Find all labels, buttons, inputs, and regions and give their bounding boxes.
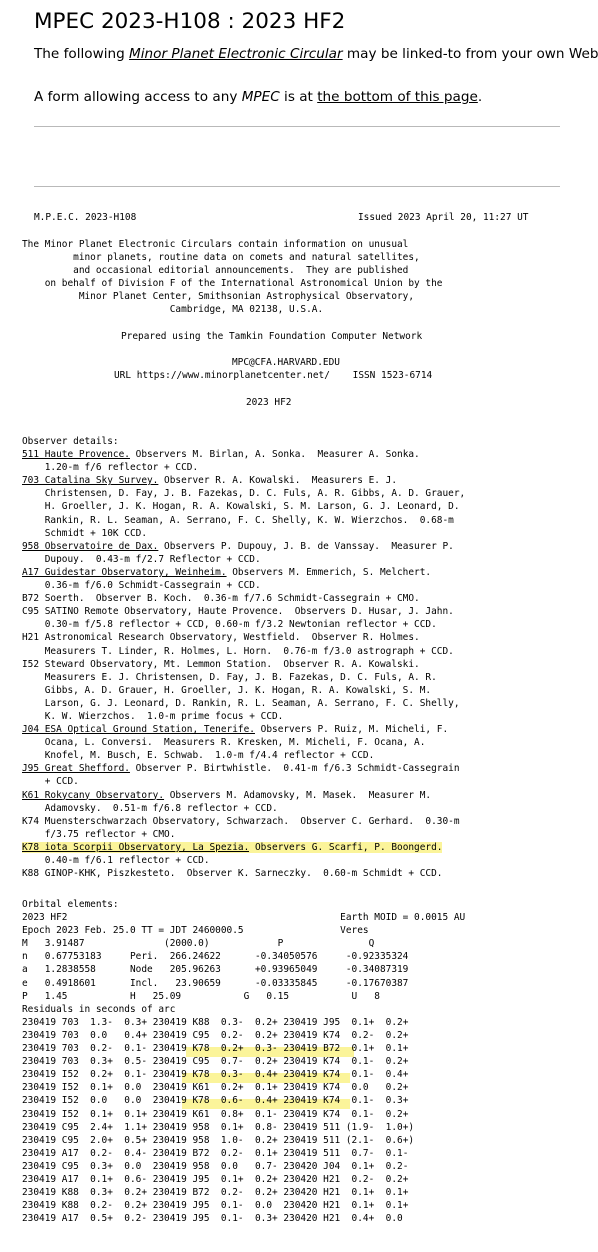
observatory-link-j95[interactable]: J95 Great Shefford. bbox=[22, 763, 130, 775]
observer-heading: Observer details: bbox=[22, 436, 119, 447]
residual-cell: 230420 H21 0.1+ 0.1+ bbox=[283, 1187, 409, 1199]
form-mpec: MPEC bbox=[241, 89, 280, 105]
observatory-link-511[interactable]: 511 Haute Provence. bbox=[22, 449, 130, 461]
residual-cell: 230419 A17 0.2- 0.4- bbox=[22, 1147, 153, 1159]
residual-row bbox=[22, 1200, 408, 1211]
orbital-line: M 3.91487 (2000.0) P Q bbox=[22, 938, 375, 950]
intro-line bbox=[34, 46, 598, 62]
residual-cell: 230419 K74 0.1- 0.2+ bbox=[283, 1056, 409, 1068]
residual-cell: 230420 H21 0.4+ 0.0 bbox=[283, 1213, 409, 1225]
residual-row bbox=[22, 1082, 408, 1093]
observatory-link-k78[interactable]: K78 iota Scorpii Observatory, La Spezia. bbox=[22, 841, 250, 853]
residual-row bbox=[22, 1043, 408, 1054]
observatory-code: H21 bbox=[22, 632, 40, 644]
bottom-of-page-link[interactable]: the bottom of this page bbox=[317, 89, 478, 105]
residual-cell: 230419 K61 0.2+ 0.1+ bbox=[152, 1082, 284, 1094]
residual-cell: 230419 511 0.7- 0.1- bbox=[283, 1147, 409, 1159]
mpec-link[interactable]: Minor Planet Electronic Circular bbox=[129, 46, 343, 62]
observatory-code: B72 bbox=[22, 593, 40, 605]
residual-cell: 230419 I52 0.2+ 0.1- bbox=[22, 1069, 153, 1081]
observer-text: Observers M. Adamovsky, M. Masek. Measurer M. Adamovsky. 0.51-m f/6.8 reflector + CCD. bbox=[44, 789, 432, 814]
residual-cell: 230419 K78 0.2+ 0.3- bbox=[152, 1043, 284, 1055]
orbital-line: n 0.67753183 Peri. 266.24622 -0.34050576 -0.92335324 bbox=[22, 951, 409, 963]
residual-cell: 230419 B72 0.2- 0.2+ bbox=[152, 1187, 284, 1199]
residual-cell: 230419 J95 0.1- 0.3+ bbox=[152, 1213, 284, 1225]
observer-text: GINOP-KHK, Piszkesteto. Observer K. Sarneczky. 0.60-m Schmidt + CCD. bbox=[39, 868, 443, 880]
residual-row bbox=[22, 1161, 408, 1172]
observatory-code: C95 bbox=[22, 606, 40, 618]
observer-entry bbox=[22, 567, 431, 591]
residual-row bbox=[22, 1174, 408, 1185]
residual-cell: 230419 K88 0.3+ 0.2+ bbox=[22, 1187, 153, 1199]
residuals-heading: Residuals in seconds of arc bbox=[22, 1003, 176, 1015]
residual-row bbox=[22, 1148, 408, 1159]
residual-cell: 230419 B72 0.1+ 0.1+ bbox=[283, 1043, 409, 1055]
observatory-link-j04[interactable]: J04 ESA Optical Ground Station, Tenerife. bbox=[22, 724, 255, 736]
divider-top bbox=[34, 126, 560, 127]
residual-row bbox=[22, 1122, 414, 1133]
observer-text: Observers P. Dupouy, J. B. de Vanssay. Measurer P. Dupouy. 0.43-m f/2.7 Reflector + CCD. bbox=[44, 540, 454, 565]
divider-bottom bbox=[34, 186, 560, 187]
prepared-note: Prepared using the Tamkin Foundation Computer Network bbox=[121, 331, 423, 342]
residual-cell: 230420 H21 0.1+ 0.1+ bbox=[283, 1200, 409, 1212]
residual-row bbox=[22, 1056, 408, 1067]
observatory-link-703[interactable]: 703 Catalina Sky Survey. bbox=[22, 475, 159, 487]
observer-text: Soerth. Observer B. Koch. 0.36-m f/7.6 Schmidt-Cassegrain + CMO. bbox=[39, 593, 420, 605]
residual-cell: 230419 C95 0.7- 0.2+ bbox=[152, 1056, 284, 1068]
issued-date: Issued 2023 April 20, 11:27 UT bbox=[358, 212, 529, 223]
residual-row bbox=[22, 1213, 408, 1224]
residual-cell: 230419 K74 0.0 0.2+ bbox=[283, 1082, 409, 1094]
residual-cell: 230419 K74 0.1- 0.3+ bbox=[283, 1095, 409, 1107]
observer-entry bbox=[22, 659, 460, 722]
observer-entry bbox=[22, 868, 442, 879]
observer-text: Observers M. Birlan, A. Sonka. Measurer A. Sonka. 1.20-m f/6 reflector + CCD. bbox=[44, 449, 420, 474]
residual-cell: 230419 K88 0.3- 0.2+ bbox=[152, 1016, 284, 1028]
residual-cell: 230419 703 1.3- 0.3+ bbox=[22, 1016, 153, 1028]
form-line bbox=[34, 89, 482, 105]
residual-cell: 230419 958 0.1+ 0.8- bbox=[152, 1121, 284, 1133]
orbital-line: Epoch 2023 Feb. 25.0 TT = JDT 2460000.5 Veres bbox=[22, 925, 369, 937]
observer-text: Astronomical Research Observatory, Westfield. Observer R. Holmes. Measurers T. Linder, R. Holmes, L. Horn. 0.76-m f/3.0 astrograph + CCD. bbox=[44, 632, 454, 657]
residual-cell: 230419 C95 0.3+ 0.0 bbox=[22, 1160, 153, 1172]
observer-details bbox=[22, 435, 465, 880]
residual-cell: 230419 I52 0.1+ 0.1+ bbox=[22, 1108, 153, 1120]
observer-entry bbox=[22, 632, 454, 656]
orbital-line: e 0.4918601 Incl. 23.90659 -0.03335845 -0.17670387 bbox=[22, 977, 409, 989]
mpec-id: M.P.E.C. 2023-H108 bbox=[34, 212, 137, 223]
observer-entry bbox=[22, 606, 454, 630]
observer-text: Observers P. Ruiz, M. Micheli, F. Ocana, L. Conversi. Measurers R. Kresken, M. Micheli, F. Ocana, A. Knofel, M. Busch, E. Schwab. 1.0-m f/4.4 reflector + CCD. bbox=[44, 724, 449, 762]
residual-cell: 230419 511 (1.9- 1.0+) bbox=[283, 1121, 415, 1133]
residual-cell: 230419 958 1.0- 0.2+ bbox=[152, 1134, 284, 1146]
residual-cell: 230419 B72 0.2- 0.1+ bbox=[152, 1147, 284, 1159]
orbital-elements bbox=[22, 898, 465, 1225]
residual-cell: 230419 958 0.0 0.7- bbox=[152, 1160, 284, 1172]
observer-entry bbox=[22, 541, 454, 565]
residual-row bbox=[22, 1069, 408, 1080]
intro-text: The following bbox=[34, 46, 130, 62]
residual-cell: 230419 I52 0.0 0.0 bbox=[22, 1095, 153, 1107]
residual-cell: 230419 J95 0.1+ 0.2+ bbox=[152, 1173, 284, 1185]
form-text-3: . bbox=[477, 89, 483, 105]
observer-text: Observers G. Scarfi, P. Boongerd. 0.40-m f/6.1 reflector + CCD. bbox=[44, 841, 443, 866]
residual-cell: 230419 703 0.3+ 0.5- bbox=[22, 1056, 153, 1068]
residual-cell: 230420 J04 0.1+ 0.2- bbox=[283, 1160, 409, 1172]
residual-row bbox=[22, 1109, 408, 1120]
page-title: MPEC 2023-H108 : 2023 HF2 bbox=[34, 9, 346, 34]
residual-cell: 230419 K88 0.2- 0.2+ bbox=[22, 1200, 153, 1212]
observer-text-highlight: Observers G. Scarfi, P. Boongerd. bbox=[249, 841, 443, 853]
observer-entry bbox=[22, 790, 431, 814]
residual-row bbox=[22, 1030, 408, 1041]
residual-cell: 230419 C95 2.4+ 1.1+ bbox=[22, 1121, 153, 1133]
observatory-link-958[interactable]: 958 Observatoire de Dax. bbox=[22, 540, 159, 552]
residual-cell: 230420 H21 0.2- 0.2+ bbox=[283, 1173, 409, 1185]
residual-cell: 230419 C95 0.2- 0.2+ bbox=[152, 1029, 284, 1041]
observer-entry bbox=[22, 816, 460, 840]
form-text: A form allowing access to any bbox=[34, 89, 242, 105]
orbital-heading: Orbital elements: bbox=[22, 899, 119, 910]
observer-text: Observer R. A. Kowalski. Measurers E. J. Christensen, D. Fay, J. B. Fazekas, D. C. Fuls, A. R. Gibbs, A. D. Grauer, H. Groeller, J. K. Hogan, R. A. Kowalski, S. M. Larson, G. J. Leonard, D. Rankin, R. L. Seaman, A. Serrano, F. C. Shelly, K. W. Wierzchos. 0.68-m Schmidt + 10K CCD. bbox=[44, 475, 466, 539]
observer-text: Muensterschwarzach Observatory, Schwarzach. Observer C. Gerhard. 0.30-m f/3.75 reflector + CMO. bbox=[44, 815, 460, 840]
orbital-line: 2023 HF2 Earth MOID = 0.0015 AU bbox=[22, 912, 466, 924]
intro-text-rest: may be linked-to from your own Web bbox=[342, 46, 598, 62]
residual-cell: 230419 703 0.0 0.4+ bbox=[22, 1029, 153, 1041]
residual-cell: 230419 K78 0.6- 0.4+ bbox=[152, 1095, 284, 1107]
observer-entry bbox=[22, 724, 448, 761]
observatory-link-a17[interactable]: A17 Guidestar Observatory, Weinheim. bbox=[22, 566, 227, 578]
residual-cell: 230419 J95 0.1- 0.0 bbox=[152, 1200, 284, 1212]
residual-cell: 230419 I52 0.1+ 0.0 bbox=[22, 1082, 153, 1094]
residual-cell: 230419 511 (2.1- 0.6+) bbox=[283, 1134, 415, 1146]
residual-row bbox=[22, 1095, 408, 1106]
residual-cell: 230419 K74 0.2- 0.2+ bbox=[283, 1029, 409, 1041]
orbital-line: a 1.2838558 Node 205.96263 +0.93965049 -0.34087319 bbox=[22, 964, 409, 976]
mpec-description: The Minor Planet Electronic Circulars contain information on unusual minor planets, routine data on comets and natural satellites, and occasional editorial announcements. They are published on behalf of Division F of the International Astronomical Union by the Minor Planet Center, Smithsonian Astrophysical Observatory, Cambridge, MA 02138, U.S.A. bbox=[22, 239, 443, 316]
form-text-2: is at bbox=[279, 89, 318, 105]
observer-text: SATINO Remote Observatory, Haute Provence. Observers D. Husar, J. Jahn. 0.30-m f/5.8 reflector + CCD, 0.60-m f/3.2 Newtonian reflector + CCD. bbox=[44, 606, 454, 631]
observer-text: Observer P. Birtwhistle. 0.41-m f/6.3 Schmidt-Cassegrain + CCD. bbox=[44, 763, 460, 788]
observer-entry bbox=[22, 593, 420, 604]
observer-entry bbox=[22, 449, 420, 473]
observer-entry bbox=[22, 842, 442, 866]
observatory-code: K74 bbox=[22, 815, 40, 827]
observer-entry bbox=[22, 763, 460, 787]
residual-cell: 230419 C95 2.0+ 0.5+ bbox=[22, 1134, 153, 1146]
residual-cell: 230419 A17 0.1+ 0.6- bbox=[22, 1173, 153, 1185]
url-line: URL https://www.minorplanetcenter.net/ ISSN 1523-6714 bbox=[114, 370, 433, 381]
residual-cell: 230419 703 0.2- 0.1- bbox=[22, 1043, 153, 1055]
residual-row bbox=[22, 1135, 414, 1146]
orbital-line: P 1.45 H 25.09 G 0.15 U 8 bbox=[22, 990, 380, 1002]
contact-email: MPC@CFA.HARVARD.EDU bbox=[232, 357, 340, 368]
residual-cell: 230419 J95 0.1+ 0.2+ bbox=[283, 1016, 409, 1028]
observatory-code: I52 bbox=[22, 658, 40, 670]
observatory-code: K88 bbox=[22, 868, 40, 880]
residual-cell: 230419 K74 0.1- 0.4+ bbox=[283, 1069, 409, 1081]
observer-text: Steward Observatory, Mt. Lemmon Station. Observer R. A. Kowalski. Measurers E. J. Christensen, D. Fay, J. B. Fazekas, D. C. Fuls, A. R. Gibbs, A. D. Grauer, H. Groeller, J. K. Hogan, R. A. Kowalski, S. M. Larson, G. J. Leonard, D. Rankin, R. L. Seaman, A. Serrano, F. C. Shelly, K. W. Wierzchos. 1.0-m prime focus + CCD. bbox=[44, 658, 460, 722]
residual-cell: 230419 K74 0.1- 0.2+ bbox=[283, 1108, 409, 1120]
residual-cell: 230419 K78 0.3- 0.4+ bbox=[152, 1069, 284, 1081]
observer-text: Observers M. Emmerich, S. Melchert. 0.36-m f/6.0 Schmidt-Cassegrain + CCD. bbox=[44, 566, 432, 592]
residual-cell: 230419 A17 0.5+ 0.2- bbox=[22, 1213, 153, 1225]
observer-entry bbox=[22, 475, 465, 538]
residual-cell: 230419 K61 0.8+ 0.1- bbox=[152, 1108, 284, 1120]
object-designation: 2023 HF2 bbox=[246, 397, 292, 408]
observatory-link-k61[interactable]: K61 Rokycany Observatory. bbox=[22, 789, 165, 801]
residual-row bbox=[22, 1187, 408, 1198]
residual-row bbox=[22, 1017, 408, 1028]
